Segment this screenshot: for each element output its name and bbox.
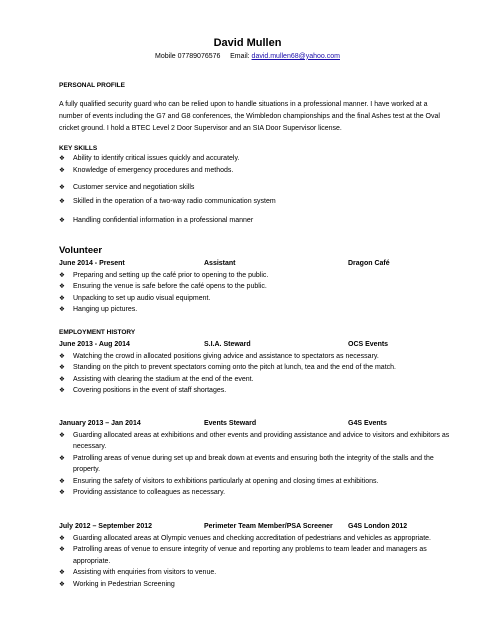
diamond-bullet-icon: ❖ bbox=[59, 580, 65, 588]
mobile-number: Mobile 07789076576 bbox=[155, 52, 221, 60]
list-item: ❖ Standing on the pitch to prevent spectators coming onto the pitch at lunch, tea and the end of the match. bbox=[59, 362, 451, 374]
job-date: June 2013 - Aug 2014 bbox=[59, 340, 130, 348]
job-row bbox=[59, 418, 451, 430]
diamond-bullet-icon: ❖ bbox=[59, 569, 65, 577]
diamond-bullet-icon: ❖ bbox=[59, 546, 65, 554]
list-item: ❖ Guarding allocated areas at exhibitions and other events and providing assistance and advice to visitors and exhibitors as necessary. bbox=[59, 431, 450, 451]
diamond-bullet-icon: ❖ bbox=[59, 375, 65, 383]
diamond-bullet-icon: ❖ bbox=[59, 283, 65, 291]
job-org: OCS Events bbox=[348, 340, 389, 348]
list-item: ❖ Preparing and setting up the café prior to opening to the public. bbox=[59, 270, 451, 282]
list-item: ❖ Covering positions in the event of staff shortages. bbox=[59, 385, 451, 397]
list-item: ❖ Guarding allocated areas at Olympic venues and checking accreditation of pedestrians and vehicles as appropriate. bbox=[59, 533, 451, 545]
profile-text: A fully qualified security guard who can be relied upon to handle situations in a professional manner. I have worked at a number of events including the G7 and G8 conferences, the Wimbledon championships and the final Ashes test at the Oval cricket ground. I hold a BTEC Level 2 Door Supervisor and an SIA Door Supervisor license. bbox=[59, 101, 440, 133]
skills-list bbox=[59, 153, 451, 227]
diamond-bullet-icon: ❖ bbox=[59, 271, 65, 279]
list-item: ❖ Assisting with enquiries from visitors to venue. bbox=[59, 567, 451, 579]
email-link[interactable]: david.mullen68@yahoo.com bbox=[251, 52, 340, 60]
diamond-bullet-icon: ❖ bbox=[59, 217, 65, 225]
list-item: ❖ Watching the crowd in allocated positions giving advice and assistance to spectators as necessary. bbox=[59, 351, 451, 363]
volunteer-heading: Volunteer bbox=[59, 244, 103, 256]
diamond-bullet-icon: ❖ bbox=[59, 431, 65, 439]
profile-heading: PERSONAL PROFILE bbox=[59, 82, 125, 89]
job-org: G4S London 2012 bbox=[348, 522, 408, 530]
diamond-bullet-icon: ❖ bbox=[59, 184, 65, 192]
diamond-bullet-icon: ❖ bbox=[59, 155, 65, 163]
list-item: ❖ Patrolling areas of venue to ensure integrity of venue and reporting any problems to team leader and managers as appropriate. bbox=[59, 546, 427, 565]
diamond-bullet-icon: ❖ bbox=[59, 306, 65, 314]
list-item: ❖ Skilled in the operation of a two-way radio communication system bbox=[59, 196, 451, 208]
job-date: January 2013 – Jan 2014 bbox=[59, 419, 141, 427]
diamond-bullet-icon: ❖ bbox=[59, 489, 65, 497]
job-role: Perimeter Team Member/PSA Screener bbox=[204, 522, 333, 530]
list-item: ❖ Providing assistance to colleagues as necessary. bbox=[59, 487, 451, 499]
list-item: ❖ Ensuring the venue is safe before the café opens to the public. bbox=[59, 281, 451, 293]
email-label: Email: bbox=[230, 52, 250, 60]
job-role: Assistant bbox=[204, 259, 236, 267]
job-duties bbox=[59, 351, 451, 397]
job-org: Dragon Café bbox=[348, 259, 390, 267]
cv-header bbox=[0, 37, 495, 62]
list-item: ❖ Patrolling areas of venue during set up and break down at events and ensuring both the integrity of the stalls and the property. bbox=[59, 454, 434, 474]
list-item: ❖ Hanging up pictures. bbox=[59, 304, 451, 316]
list-item: ❖ Working in Pedestrian Screening bbox=[59, 579, 451, 591]
list-item: ❖ Ensuring the safety of visitors to exhibitions particularly at opening and closing times at exhibitions. bbox=[59, 476, 451, 488]
employment-heading: EMPLOYMENT HISTORY bbox=[59, 328, 136, 336]
list-item: ❖ Ability to identify critical issues quickly and accurately. bbox=[59, 153, 451, 165]
diamond-bullet-icon: ❖ bbox=[59, 197, 65, 205]
job-duties bbox=[59, 430, 451, 499]
skills-heading: KEY SKILLS bbox=[59, 145, 98, 153]
volunteer-duties bbox=[59, 270, 451, 316]
list-item: ❖ Unpacking to set up audio visual equipment. bbox=[59, 293, 451, 305]
diamond-bullet-icon: ❖ bbox=[59, 454, 65, 462]
list-item: ❖ Knowledge of emergency procedures and methods. bbox=[59, 165, 451, 177]
job-date: July 2012 – September 2012 bbox=[59, 522, 153, 530]
job-duties bbox=[59, 533, 451, 591]
list-item: ❖ Assisting with clearing the stadium at the end of the event. bbox=[59, 374, 451, 386]
job-role: S.I.A. Steward bbox=[204, 340, 251, 348]
diamond-bullet-icon: ❖ bbox=[59, 166, 65, 174]
diamond-bullet-icon: ❖ bbox=[59, 364, 65, 372]
job-org: G4S Events bbox=[348, 419, 387, 427]
diamond-bullet-icon: ❖ bbox=[59, 352, 65, 360]
diamond-bullet-icon: ❖ bbox=[59, 387, 65, 395]
list-item: ❖ Handling confidential information in a professional manner bbox=[59, 215, 451, 227]
contact-line bbox=[0, 53, 495, 62]
cv-content bbox=[59, 82, 451, 590]
diamond-bullet-icon: ❖ bbox=[59, 294, 65, 302]
list-item: ❖ Customer service and negotiation skills bbox=[59, 182, 451, 194]
diamond-bullet-icon: ❖ bbox=[59, 534, 65, 542]
job-role: Events Steward bbox=[204, 419, 257, 427]
candidate-name: David Mullen bbox=[213, 37, 282, 49]
volunteer-job-row bbox=[59, 258, 451, 270]
diamond-bullet-icon: ❖ bbox=[59, 477, 65, 485]
job-row bbox=[59, 521, 451, 533]
job-date: June 2014 - Present bbox=[59, 259, 125, 267]
job-row bbox=[59, 339, 451, 351]
